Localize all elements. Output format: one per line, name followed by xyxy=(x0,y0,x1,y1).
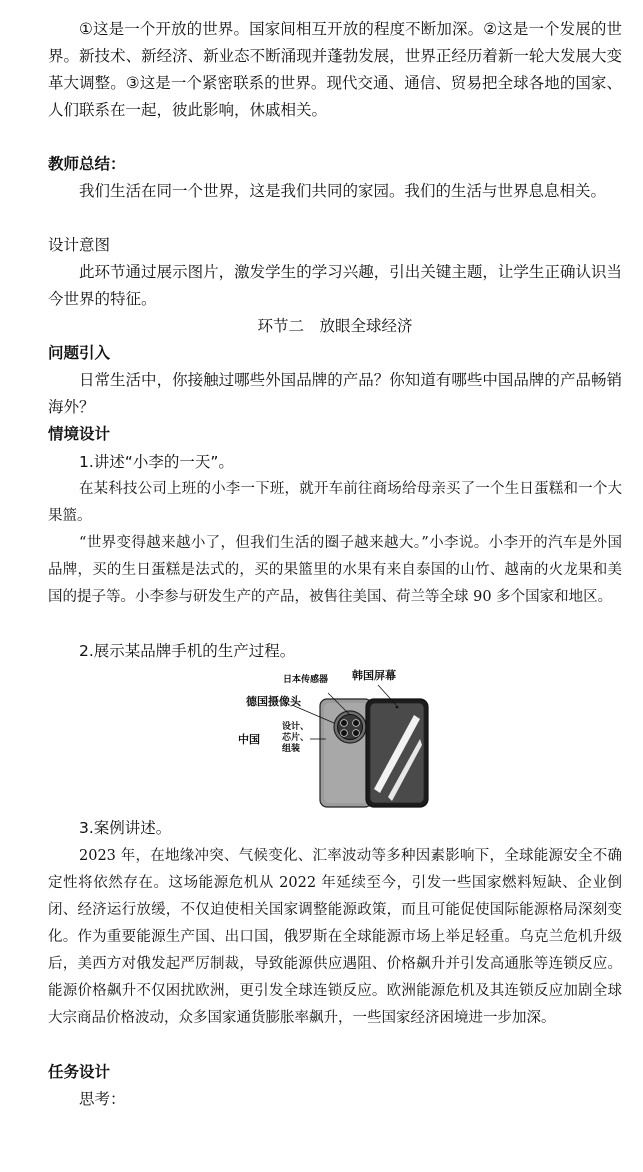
list-item-1: 1.讲述“小李的一天”。 xyxy=(79,453,234,471)
paragraph-story-1: 在某科技公司上班的小李一下班，就开车前往商场给母亲买了一个生日蛋糕和一个大果篮。 xyxy=(48,481,622,524)
section-title: 环节二 放眼全球经济 xyxy=(257,317,413,335)
paragraph-design-intent: 此环节通过展示图片，激发学生的学习兴趣，引出关键主题，让学生正确认识当今世界的特征。 xyxy=(48,263,622,308)
camera-lens-4 xyxy=(353,730,360,737)
label-china-chip: 芯片、 xyxy=(282,733,310,743)
camera-lens-1 xyxy=(341,720,348,727)
label-china-assembly: 组装 xyxy=(282,744,301,754)
front-camera-dot xyxy=(396,706,399,709)
phone-production-figure xyxy=(238,667,438,809)
heading-design-intent: 设计意图 xyxy=(48,236,111,254)
heading-scenario-design: 情境设计 xyxy=(48,425,111,443)
paragraph-teacher-summary: 我们生活在同一个世界，这是我们共同的家园。我们的生活与世界息息相关。 xyxy=(79,182,607,200)
camera-lens-3 xyxy=(341,730,348,737)
label-china-design: 设计、 xyxy=(282,722,310,732)
camera-inner xyxy=(338,715,363,740)
label-japan-sensor: 日本传感器 xyxy=(283,675,329,685)
list-item-3: 3.案例讲述。 xyxy=(79,819,172,837)
phone-illustration xyxy=(238,667,438,809)
label-china: 中国 xyxy=(238,733,260,746)
label-germany-camera: 德国摄像头 xyxy=(246,695,301,708)
list-item-2: 2.展示某品牌手机的生产过程。 xyxy=(79,642,296,660)
paragraph-think: 思考： xyxy=(79,1090,126,1108)
paragraph-story-2: “世界变得越来越小了，但我们生活的圈子越来越大。”小李说。小李开的汽车是外国品牌，买的生日蛋糕是法式的，买的果篮里的水果有来自泰国的山竹、越南的火龙果和美国的提子等。小李参与研发生产的产品，被售往美国、荷兰等全球 90 多个国家和地区。 xyxy=(48,535,622,605)
paragraph-case-study: 2023 年，在地缘冲突、气候变化、汇率波动等多种因素影响下，全球能源安全不确定性将依然存在。这场能源危机从 2022 年延续至今，引发一些国家燃料短缺、企业倒闭、经济运行放缓，不仅迫使相关国家调整能源政策，而且可能促使国际能源格局深刻变化。作为重要能源生产国、出口国，俄罗斯在全球能源市场上举足轻重。乌克兰危机升级后，美西方对俄发起严厉制裁，导致能源供应遇阻、价格飙升并引发高通胀等连锁反应。能源价格飙升不仅困扰欧洲，更引发全球连锁反应。欧洲能源危机及其连锁反应加剧全球大宗商品价格波动，众多国家通货膨胀率飙升，一些国家经济困境进一步加深。 xyxy=(48,848,622,1026)
paragraph-world-features: ①这是一个开放的世界。国家间相互开放的程度不断加深。②这是一个发展的世界。新技术、新经济、新业态不断涌现并蓬勃发展，世界正经历着新一轮大发展大变革大调整。③这是一个紧密联系的世界。现代交通、通信、贸易把全球各地的国家、人们联系在一起，彼此影响，休戚相关。 xyxy=(48,20,622,119)
paragraph-question-intro: 日常生活中，你接触过哪些外国品牌的产品？你知道有哪些中国品牌的产品畅销海外？ xyxy=(48,371,622,416)
camera-lens-2 xyxy=(353,720,360,727)
heading-question-intro: 问题引入 xyxy=(48,344,111,362)
label-korea-screen: 韩国屏幕 xyxy=(352,669,396,682)
heading-teacher-summary: 教师总结： xyxy=(48,155,126,173)
heading-task-design: 任务设计 xyxy=(48,1063,111,1081)
